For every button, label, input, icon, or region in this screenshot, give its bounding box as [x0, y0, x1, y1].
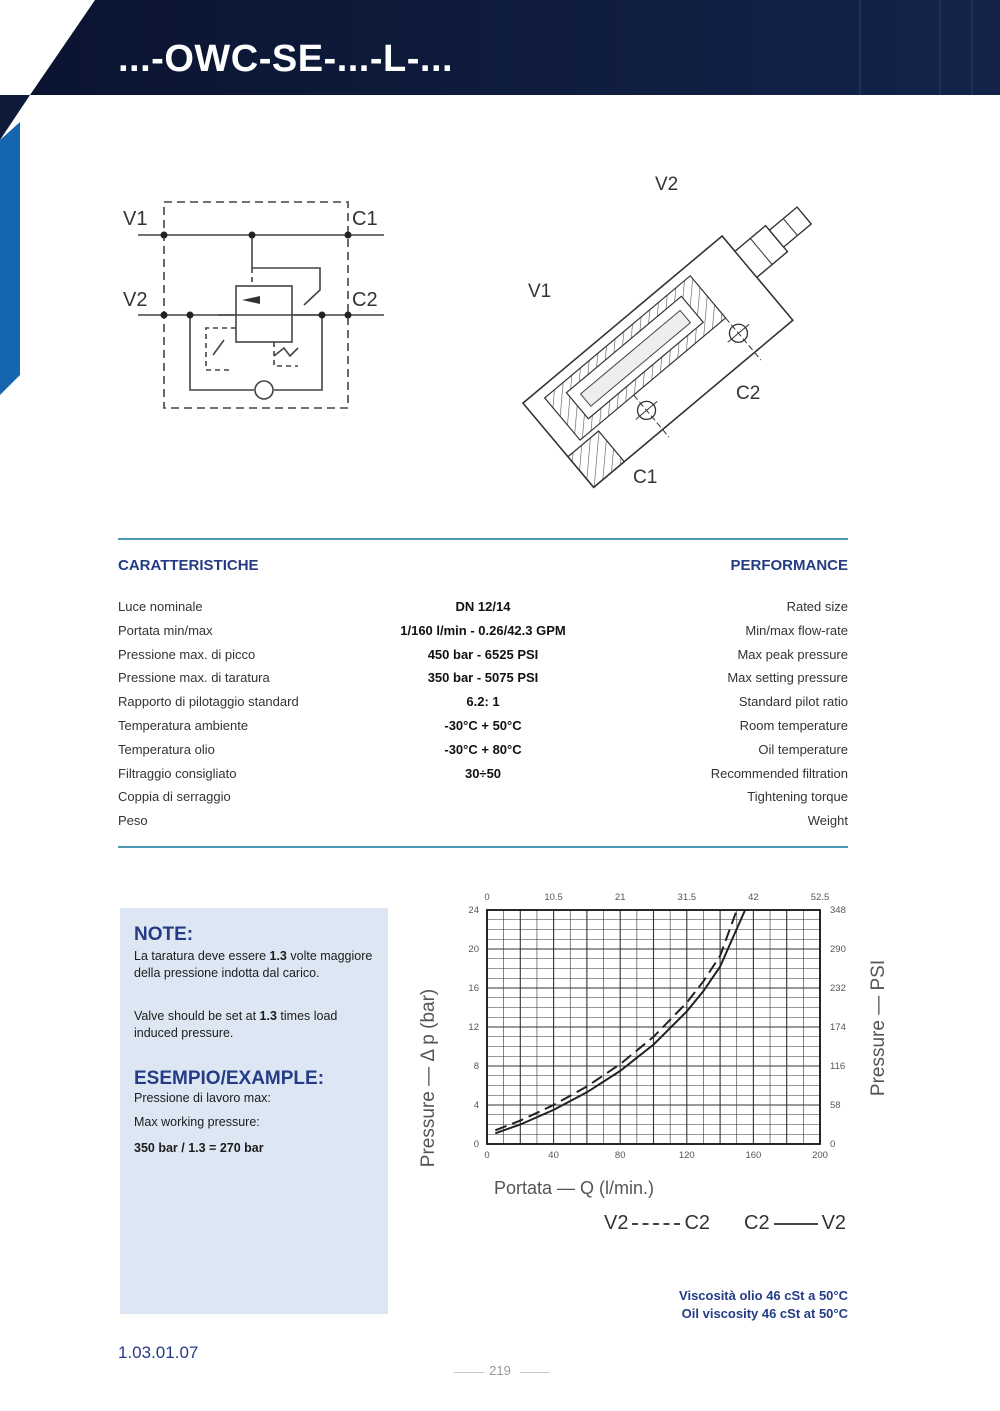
example-it: Pressione di lavoro max: — [134, 1091, 271, 1105]
spec-label-it: Temperatura olio — [118, 741, 215, 757]
chart-xlabel: Portata — Q (l/min.) — [493, 1178, 655, 1198]
rule-bottom — [118, 846, 848, 848]
hydraulic-schematic — [118, 190, 398, 425]
chart-grid — [487, 910, 820, 1144]
spec-label-en: Max setting pressure — [727, 670, 848, 686]
legend-dashed-from: V2 — [604, 1212, 629, 1234]
spec-value: 6.2: 1 — [466, 694, 500, 710]
specs-title-en: PERFORMANCE — [730, 557, 848, 574]
spec-label-en: Room temperature — [739, 717, 848, 733]
x-tick-label: 200 — [812, 1150, 828, 1161]
spec-value: DN 12/14 — [455, 599, 511, 614]
y2-tick-label: 0 — [830, 1139, 836, 1150]
x-tick-label: 160 — [745, 1150, 762, 1161]
spec-value: 30÷50 — [464, 765, 502, 781]
page-number-rule-right — [520, 1372, 550, 1373]
spec-label-en: Rated size — [786, 599, 848, 614]
y2-tick-label: 232 — [830, 983, 846, 994]
x-top-tick-label: 21 — [614, 892, 626, 903]
rule-top — [118, 538, 848, 540]
spec-label-it: Temperatura ambiente — [118, 717, 249, 733]
spec-label-it: Coppia di serraggio — [118, 789, 231, 805]
specs-title-it: CARATTERISTICHE — [118, 557, 259, 574]
spec-row — [118, 667, 848, 691]
x-top-tick-label: 0 — [484, 892, 490, 903]
schematic-port-v2: V2 — [123, 289, 148, 311]
page-number: 219 — [489, 1363, 511, 1378]
spec-row — [118, 786, 848, 810]
section-port-c1: C1 — [633, 467, 658, 488]
example-en: Max working pressure: — [134, 1115, 260, 1129]
spec-label-it: Filtraggio consigliato — [118, 765, 237, 781]
note-it-factor: 1.3 — [269, 949, 287, 963]
y2-tick-label: 174 — [830, 1022, 846, 1033]
viscosity-it: Viscosità olio 46 cSt a 50°C — [679, 1288, 848, 1303]
y-tick-label: 4 — [473, 1100, 479, 1111]
spec-row — [118, 739, 848, 763]
y-tick-label: 12 — [468, 1022, 479, 1033]
spec-label-en: Oil temperature — [758, 741, 848, 757]
example-calc: 350 bar / 1.3 = 270 bar — [134, 1141, 264, 1155]
left-accent-stripe — [0, 0, 100, 400]
x-tick-label: 120 — [678, 1150, 695, 1161]
viscosity-en: Oil viscosity 46 cSt at 50°C — [681, 1306, 848, 1321]
spec-label-en: Standard pilot ratio — [738, 694, 848, 710]
y-tick-label: 24 — [468, 905, 479, 916]
page-title: ...-OWC-SE-...-L-... — [118, 38, 454, 80]
section-port-c2: C2 — [736, 383, 761, 404]
spec-label-it: Luce nominale — [118, 599, 203, 614]
schematic-port-v1: V1 — [123, 208, 148, 230]
series-line-v2-c2 — [495, 910, 737, 1130]
spec-label-en: Recommended filtration — [710, 765, 848, 781]
spec-label-it: Portata min/max — [118, 622, 213, 638]
note-en-text: Valve should be set at — [134, 1009, 260, 1023]
chart-ylabel: Pressure — Δ p (bar) — [418, 988, 439, 1168]
y-tick-label: 20 — [468, 944, 479, 955]
notes-box — [120, 908, 388, 1314]
spec-label-it: Pressione max. di picco — [118, 646, 256, 662]
schematic-port-c1: C1 — [352, 208, 378, 230]
spec-label-en: Weight — [807, 813, 848, 829]
y-tick-label: 16 — [468, 983, 479, 994]
section-port-v2: V2 — [655, 174, 679, 195]
x-top-tick-label: 10.5 — [544, 892, 563, 903]
legend-dashed-to: C2 — [684, 1212, 711, 1234]
notes-title: NOTE: — [134, 924, 194, 945]
y-tick-label: 0 — [473, 1139, 479, 1150]
example-title: ESEMPIO/EXAMPLE: — [134, 1068, 325, 1089]
y-tick-label: 8 — [473, 1061, 479, 1072]
dashed-line-icon — [632, 1223, 680, 1225]
spec-value: 1/160 l/min - 0.26/42.3 GPM — [400, 622, 566, 638]
legend-solid-to: V2 — [821, 1212, 847, 1234]
legend-solid — [744, 1212, 846, 1235]
spec-value: -30°C + 50°C — [444, 717, 522, 733]
note-it-text: La taratura deve essere — [134, 949, 270, 963]
section-port-v1: V1 — [528, 281, 552, 302]
spec-value: 450 bar - 6525 PSI — [427, 646, 539, 662]
spec-label-en: Min/max flow-rate — [745, 622, 848, 638]
y2-tick-label: 58 — [830, 1100, 841, 1111]
spec-label-it: Rapporto di pilotaggio standard — [118, 694, 299, 710]
spec-label-en: Max peak pressure — [737, 646, 848, 662]
spec-value: 350 bar - 5075 PSI — [427, 670, 539, 686]
spec-row — [118, 715, 848, 739]
x-tick-label: 80 — [614, 1150, 626, 1161]
x-top-tick-label: 42 — [748, 892, 759, 903]
x-tick-label: 40 — [548, 1150, 559, 1161]
y2-tick-label: 290 — [830, 944, 846, 955]
y2-tick-label: 348 — [830, 905, 846, 916]
solid-line-icon — [774, 1223, 818, 1225]
valve-section-drawing — [500, 165, 860, 495]
chart-y2label: Pressure — PSI — [868, 959, 889, 1097]
note-en — [134, 1008, 384, 1042]
x-tick-label: 0 — [484, 1150, 490, 1161]
pressure-flow-chart — [400, 878, 889, 1208]
schematic-port-c2: C2 — [352, 289, 378, 311]
spec-row — [118, 810, 848, 834]
note-en-text-end: times load induced pressure. — [134, 1009, 338, 1040]
spec-value: -30°C + 80°C — [444, 741, 522, 757]
x-top-tick-label: 31.5 — [677, 892, 697, 903]
note-it-text-end: volte maggiore della pressione indotta dal carico. — [134, 949, 373, 980]
page-header — [0, 0, 1000, 95]
legend-solid-from: C2 — [744, 1212, 770, 1234]
legend-dashed — [604, 1212, 710, 1235]
note-en-factor: 1.3 — [259, 1009, 277, 1023]
spec-label-it: Pressione max. di taratura — [118, 670, 270, 686]
spec-row — [118, 620, 848, 644]
spec-row — [118, 691, 848, 715]
specs-table — [118, 596, 848, 834]
spec-row — [118, 763, 848, 787]
note-it — [134, 948, 384, 982]
document-code: 1.03.01.07 — [118, 1343, 199, 1362]
spec-row — [118, 644, 848, 668]
spec-label-en: Tightening torque — [747, 789, 848, 805]
spec-row — [118, 596, 848, 620]
y2-tick-label: 116 — [830, 1061, 846, 1072]
x-top-tick-label: 52.5 — [810, 892, 830, 903]
spec-label-it: Peso — [118, 813, 148, 829]
